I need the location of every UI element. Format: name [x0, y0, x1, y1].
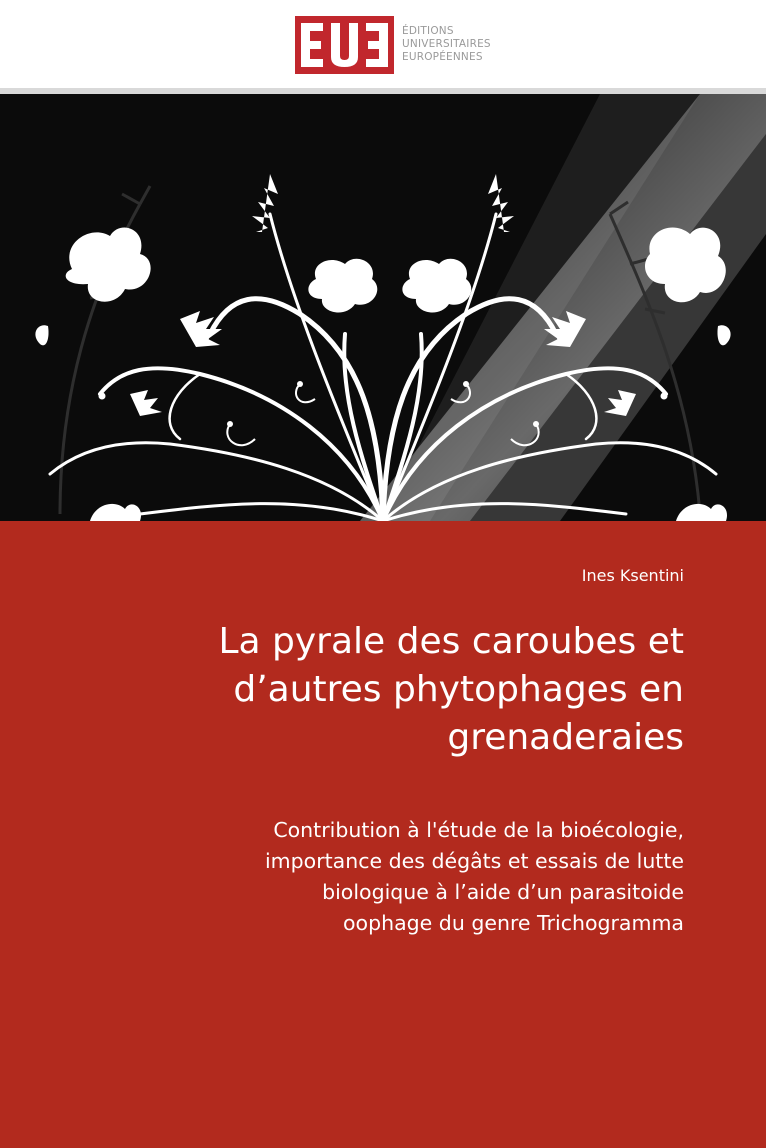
cover-artwork	[0, 94, 766, 521]
title-line-3: grenaderaies	[447, 717, 684, 758]
subtitle-line-3: biologique à l’aide d’un parasitoide	[322, 880, 684, 904]
author-name: Ines Ksentini	[581, 566, 684, 585]
subtitle-line-2: importance des dégâts et essais de lutte	[264, 849, 684, 873]
publisher-name-line-3: EUROPÉENNES	[402, 51, 483, 63]
subtitle-line-1: Contribution à l'étude de la bioécologie,	[273, 818, 684, 842]
floral-illustration	[0, 94, 766, 521]
publisher-name	[402, 25, 491, 64]
subtitle-line-4: oophage du genre Trichogramma	[343, 911, 684, 935]
publisher-logo	[295, 16, 394, 74]
book-subtitle	[64, 815, 684, 939]
book-title	[64, 618, 684, 762]
title-line-2: d’autres phytophages en	[233, 669, 684, 710]
title-line-1: La pyrale des caroubes et	[218, 621, 684, 662]
publisher-header	[0, 0, 766, 88]
publisher-name-line-1: ÉDITIONS	[402, 25, 454, 37]
publisher-name-line-2: UNIVERSITAIRES	[402, 38, 491, 50]
